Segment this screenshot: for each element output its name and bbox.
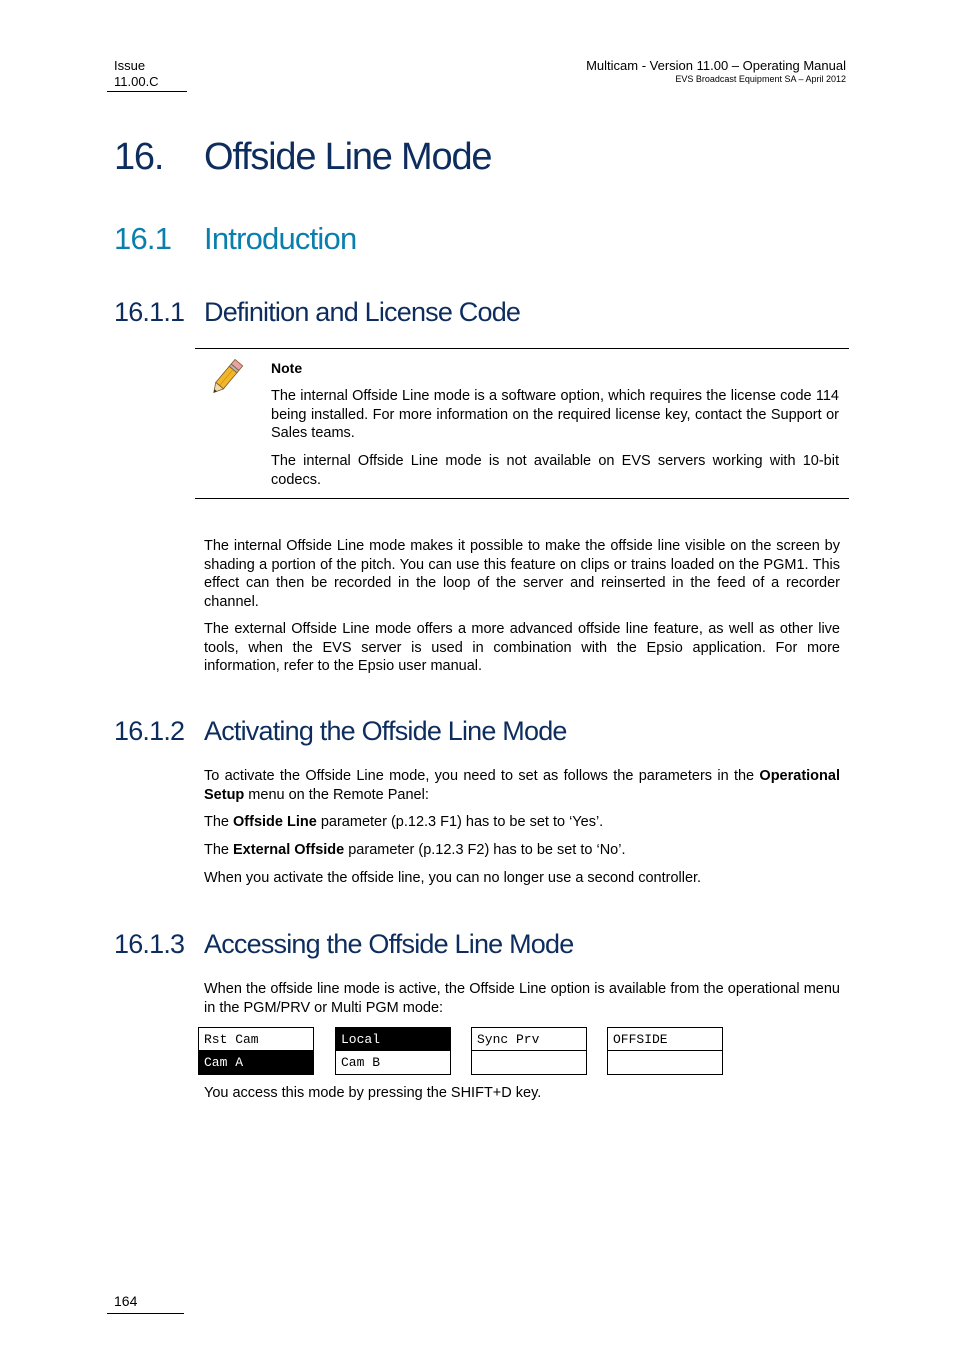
text-run: To activate the Offside Line mode, you need to set as follows the parameters in the <box>204 768 760 784</box>
note-top-rule <box>195 348 849 349</box>
subsection-heading-1 <box>114 297 520 328</box>
manual-info <box>586 58 846 85</box>
paragraph: You access this mode by pressing the SHIFT+D key. <box>204 1085 542 1101</box>
lcd-key-top: Rst Cam <box>199 1028 313 1051</box>
page-number: 164 <box>114 1293 138 1309</box>
lcd-key-bottom <box>608 1051 722 1074</box>
lcd-key-1 <box>198 1027 314 1075</box>
text-run: The <box>204 814 234 830</box>
lcd-key-3 <box>471 1027 587 1075</box>
pencil-icon <box>204 356 248 400</box>
text-run: menu on the Remote Panel: <box>244 786 429 803</box>
section-number: 16.1 <box>114 221 172 256</box>
chapter-heading <box>114 136 491 179</box>
note-paragraph-1: The internal Offside Line mode is a software option, which requires the license code 114 being installed. For more information on the required license key, contact the Support or Sales teams. <box>271 388 839 441</box>
section-heading <box>114 221 356 257</box>
lcd-key-bottom <box>472 1051 586 1074</box>
footer-divider <box>107 1313 184 1314</box>
paragraph <box>204 813 840 832</box>
paragraph: The external Offside Line mode offers a more advanced offside line feature, as well as other live tools, when the EVS server is used in combination with the Epsio application. For more information, refer to the Epsio user manual. <box>204 621 840 674</box>
chapter-title: Offside Line Mode <box>204 136 492 178</box>
lcd-key-bottom: Cam A <box>199 1051 313 1074</box>
subsection-number: 16.1.3 <box>114 929 185 959</box>
text-run: parameter (p.12.3 F1) has to be set to ‘Yes’. <box>316 814 604 830</box>
header-divider <box>107 91 187 92</box>
lcd-key-bottom: Cam B <box>341 1055 381 1070</box>
paragraph: When you activate the offside line, you can no longer use a second controller. <box>204 870 702 886</box>
subsection-heading-3 <box>114 929 573 960</box>
issue-label: Issue <box>114 58 146 73</box>
section-title: Introduction <box>204 221 357 256</box>
text-run: parameter (p.12.3 F2) has to be set to ‘No’. <box>344 842 626 858</box>
note-bottom-rule <box>195 498 849 499</box>
lcd-key-top: Local <box>336 1028 450 1051</box>
lcd-key-top: Sync Prv <box>472 1028 586 1051</box>
parameter-name: Offside Line <box>233 814 317 830</box>
subsection-number: 16.1.1 <box>114 297 185 327</box>
text-run: The <box>204 842 234 858</box>
note-paragraph-2: The internal Offside Line mode is not available on EVS servers working with 10-bit codecs. <box>271 453 839 488</box>
subsection-heading-2 <box>114 716 567 747</box>
subsection-title: Activating the Offside Line Mode <box>204 716 567 746</box>
publisher: EVS Broadcast Equipment SA – April 2012 <box>675 74 846 84</box>
issue-block <box>114 58 159 90</box>
chapter-number: 16. <box>114 136 164 178</box>
paragraph <box>204 767 840 804</box>
lcd-key-top: OFFSIDE <box>608 1028 722 1051</box>
subsection-number: 16.1.2 <box>114 716 185 746</box>
lcd-key-2 <box>335 1027 451 1075</box>
issue-value: 11.00.C <box>114 74 159 89</box>
subsection-title: Accessing the Offside Line Mode <box>204 929 574 959</box>
menu-name: Operational Setup <box>204 768 840 803</box>
paragraph <box>204 841 840 860</box>
subsection-title: Definition and License Code <box>204 297 521 327</box>
paragraph: The internal Offside Line mode makes it possible to make the offside line visible on the screen by shading a portion of the pitch. You can use this feature on clips or trains loaded on the PGM1. This effect can then be recorded in the loop of the server and reinserted in the feed of a recorder channel. <box>204 538 840 610</box>
parameter-name: External Offside <box>233 842 345 858</box>
lcd-key-4 <box>607 1027 723 1075</box>
manual-title: Multicam - Version 11.00 – Operating Manual <box>586 58 846 73</box>
paragraph: When the offside line mode is active, the Offside Line option is available from the operational menu in the PGM/PRV or Multi PGM mode: <box>204 981 840 1016</box>
note-title: Note <box>271 360 303 376</box>
